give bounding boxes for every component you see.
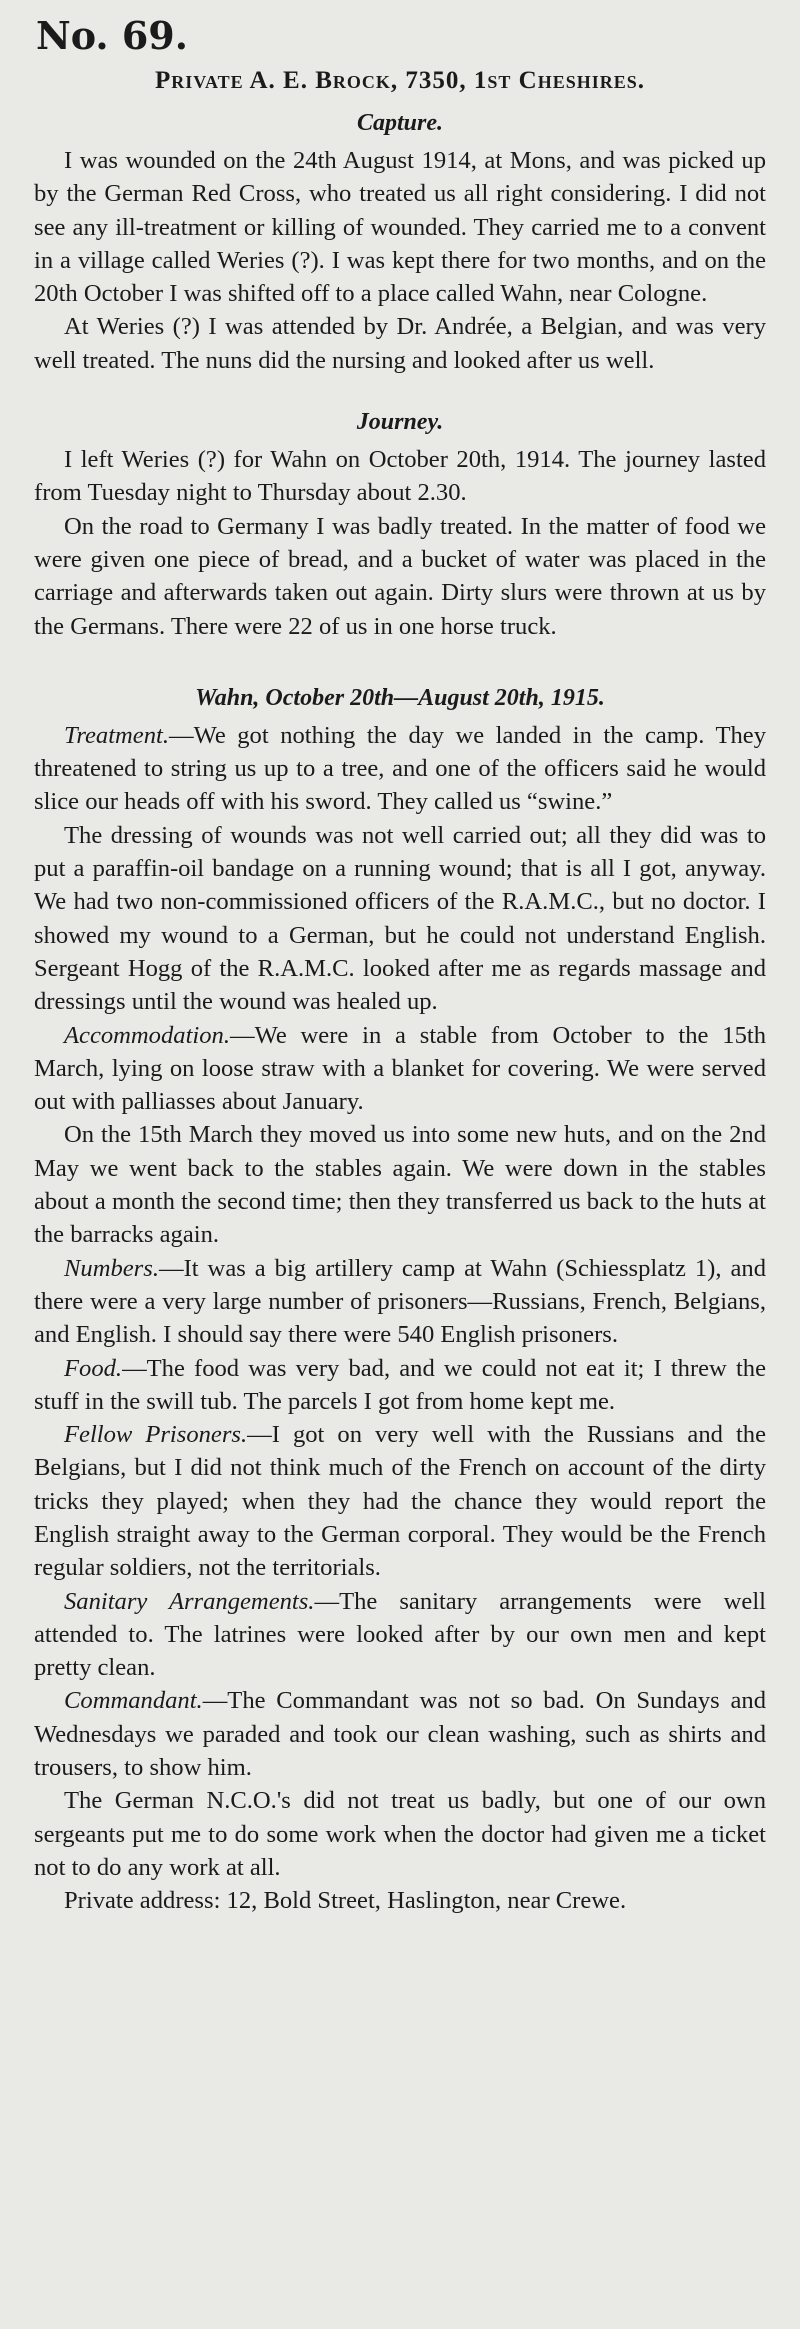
- paragraph-text: The dressing of wounds was not well carried out; all they did was to put a paraffin-oil bandage on a running wound; that is all I got, anyway. We had two non-commissioned officers of the R.A.M.C., but no doctor. I showed my wound to a German, but he could not understand English. Sergeant Hogg of the R.A.M.C. looked after me as regards massage and dressings until the wound was healed up.: [34, 821, 766, 1016]
- paragraph-text: —It was a big artillery camp at Wahn (Schiessplatz 1), and there were a very large number of prisoners—Russians, French, Belgians, and English. I should say there were 540 English prisoners.: [34, 1254, 766, 1349]
- paragraph-text: On the 15th March they moved us into some new huts, and on the 2nd May we went back to the stables again. We were down in the stables about a month the second time; then they transferred us back to the huts at the barracks again.: [34, 1121, 766, 1249]
- paragraph-food: [34, 1352, 766, 1419]
- paragraph-label: Commandant.: [64, 1687, 203, 1715]
- paragraph-label: Numbers.: [64, 1254, 159, 1282]
- section-heading: Journey.: [356, 409, 444, 436]
- section-capture: [34, 106, 766, 377]
- paragraph: [34, 510, 766, 643]
- paragraph-numbers: [34, 1252, 766, 1352]
- paragraph-text: —The food was very bad, and we could not eat it; I threw the stuff in the swill tub. The parcels I got from home kept me.: [34, 1354, 766, 1415]
- paragraph: [34, 1118, 766, 1251]
- section-wahn: [34, 681, 766, 1918]
- paragraph-treatment: [34, 719, 766, 819]
- paragraph-text: —I got on very well with the Russians and the Belgians, but I did not think much of the French on account of the dirty tricks they played; when they had the chance they would report the English straight away to the German corporal. They would be the French regular soldiers, not the territorials.: [34, 1421, 766, 1582]
- paragraph: [34, 443, 766, 510]
- paragraph-label: Sanitary Arrangements.: [64, 1587, 315, 1615]
- paragraph-commandant: [34, 1684, 766, 1784]
- section-journey: [34, 405, 766, 643]
- testimony-subject: Private A. E. Brock, 7350, 1st Cheshires.: [154, 67, 645, 94]
- paragraph-label: Food.: [64, 1354, 123, 1382]
- paragraph: [34, 819, 766, 1019]
- paragraph-label: Fellow Prisoners.: [64, 1421, 248, 1449]
- paragraph-private-address: [34, 1884, 766, 1917]
- paragraph-fellow-prisoners: [34, 1418, 766, 1584]
- paragraph-text: I was wounded on the 24th August 1914, at Mons, and was picked up by the German Red Cross, who treated us all right considering. I did not see any ill-treatment or killing of wounded. They carried me to a convent in a village called Weries (?). I was kept there for two months, and on the 20th October I was shifted off to a place called Wahn, near Cologne.: [34, 147, 766, 308]
- section-heading: Capture.: [356, 110, 443, 136]
- paragraph-text: —We got nothing the day we landed in the camp. They threatened to string us up to a tree, and one of the officers said he would slice our heads off with his sword. They called us “swine.”: [34, 721, 766, 816]
- paragraph-text: At Weries (?) I was attended by Dr. Andrée, a Belgian, and was very well treated. The nuns did the nursing and looked after us well.: [34, 313, 766, 374]
- paragraph-accommodation: [34, 1019, 766, 1119]
- paragraph-text: —We were in a stable from October to the 15th March, lying on loose straw with a blanket for covering. We were served out with palliasses about January.: [34, 1021, 766, 1116]
- paragraph-label: Accommodation.: [64, 1021, 230, 1049]
- paragraph-text: I left Weries (?) for Wahn on October 20th, 1914. The journey lasted from Tuesday night to Thursday about 2.30.: [34, 446, 766, 507]
- paragraph: [34, 310, 766, 377]
- paragraph-text: —The Commandant was not so bad. On Sundays and Wednesdays we paraded and took our clean washing, such as shirts and trousers, to show him.: [34, 1687, 766, 1782]
- paragraph-text: On the road to Germany I was badly treated. In the matter of food we were given one piece of bread, and a bucket of water was placed in the carriage and afterwards taken out again. Dirty slurs were thrown at us by the Germans. There were 22 of us in one horse truck.: [34, 512, 766, 640]
- paragraph-text: —The sanitary arrangements were well attended to. The latrines were looked after by our own men and kept pretty clean.: [34, 1587, 766, 1682]
- paragraph-text: Private address: 12, Bold Street, Haslington, near Crewe.: [64, 1887, 627, 1915]
- document-number: No. 69.: [36, 13, 188, 58]
- paragraph: [34, 144, 766, 310]
- paragraph: [34, 1784, 766, 1884]
- paragraph-sanitary-arrangements: [34, 1585, 766, 1685]
- paragraph-text: The German N.C.O.'s did not treat us badly, but one of our own sergeants put me to do some work when the doctor had given me a ticket not to do any work at all.: [34, 1787, 766, 1881]
- paragraph-label: Treatment.: [64, 721, 169, 749]
- section-heading: Wahn, October 20th—August 20th, 1915.: [195, 684, 605, 711]
